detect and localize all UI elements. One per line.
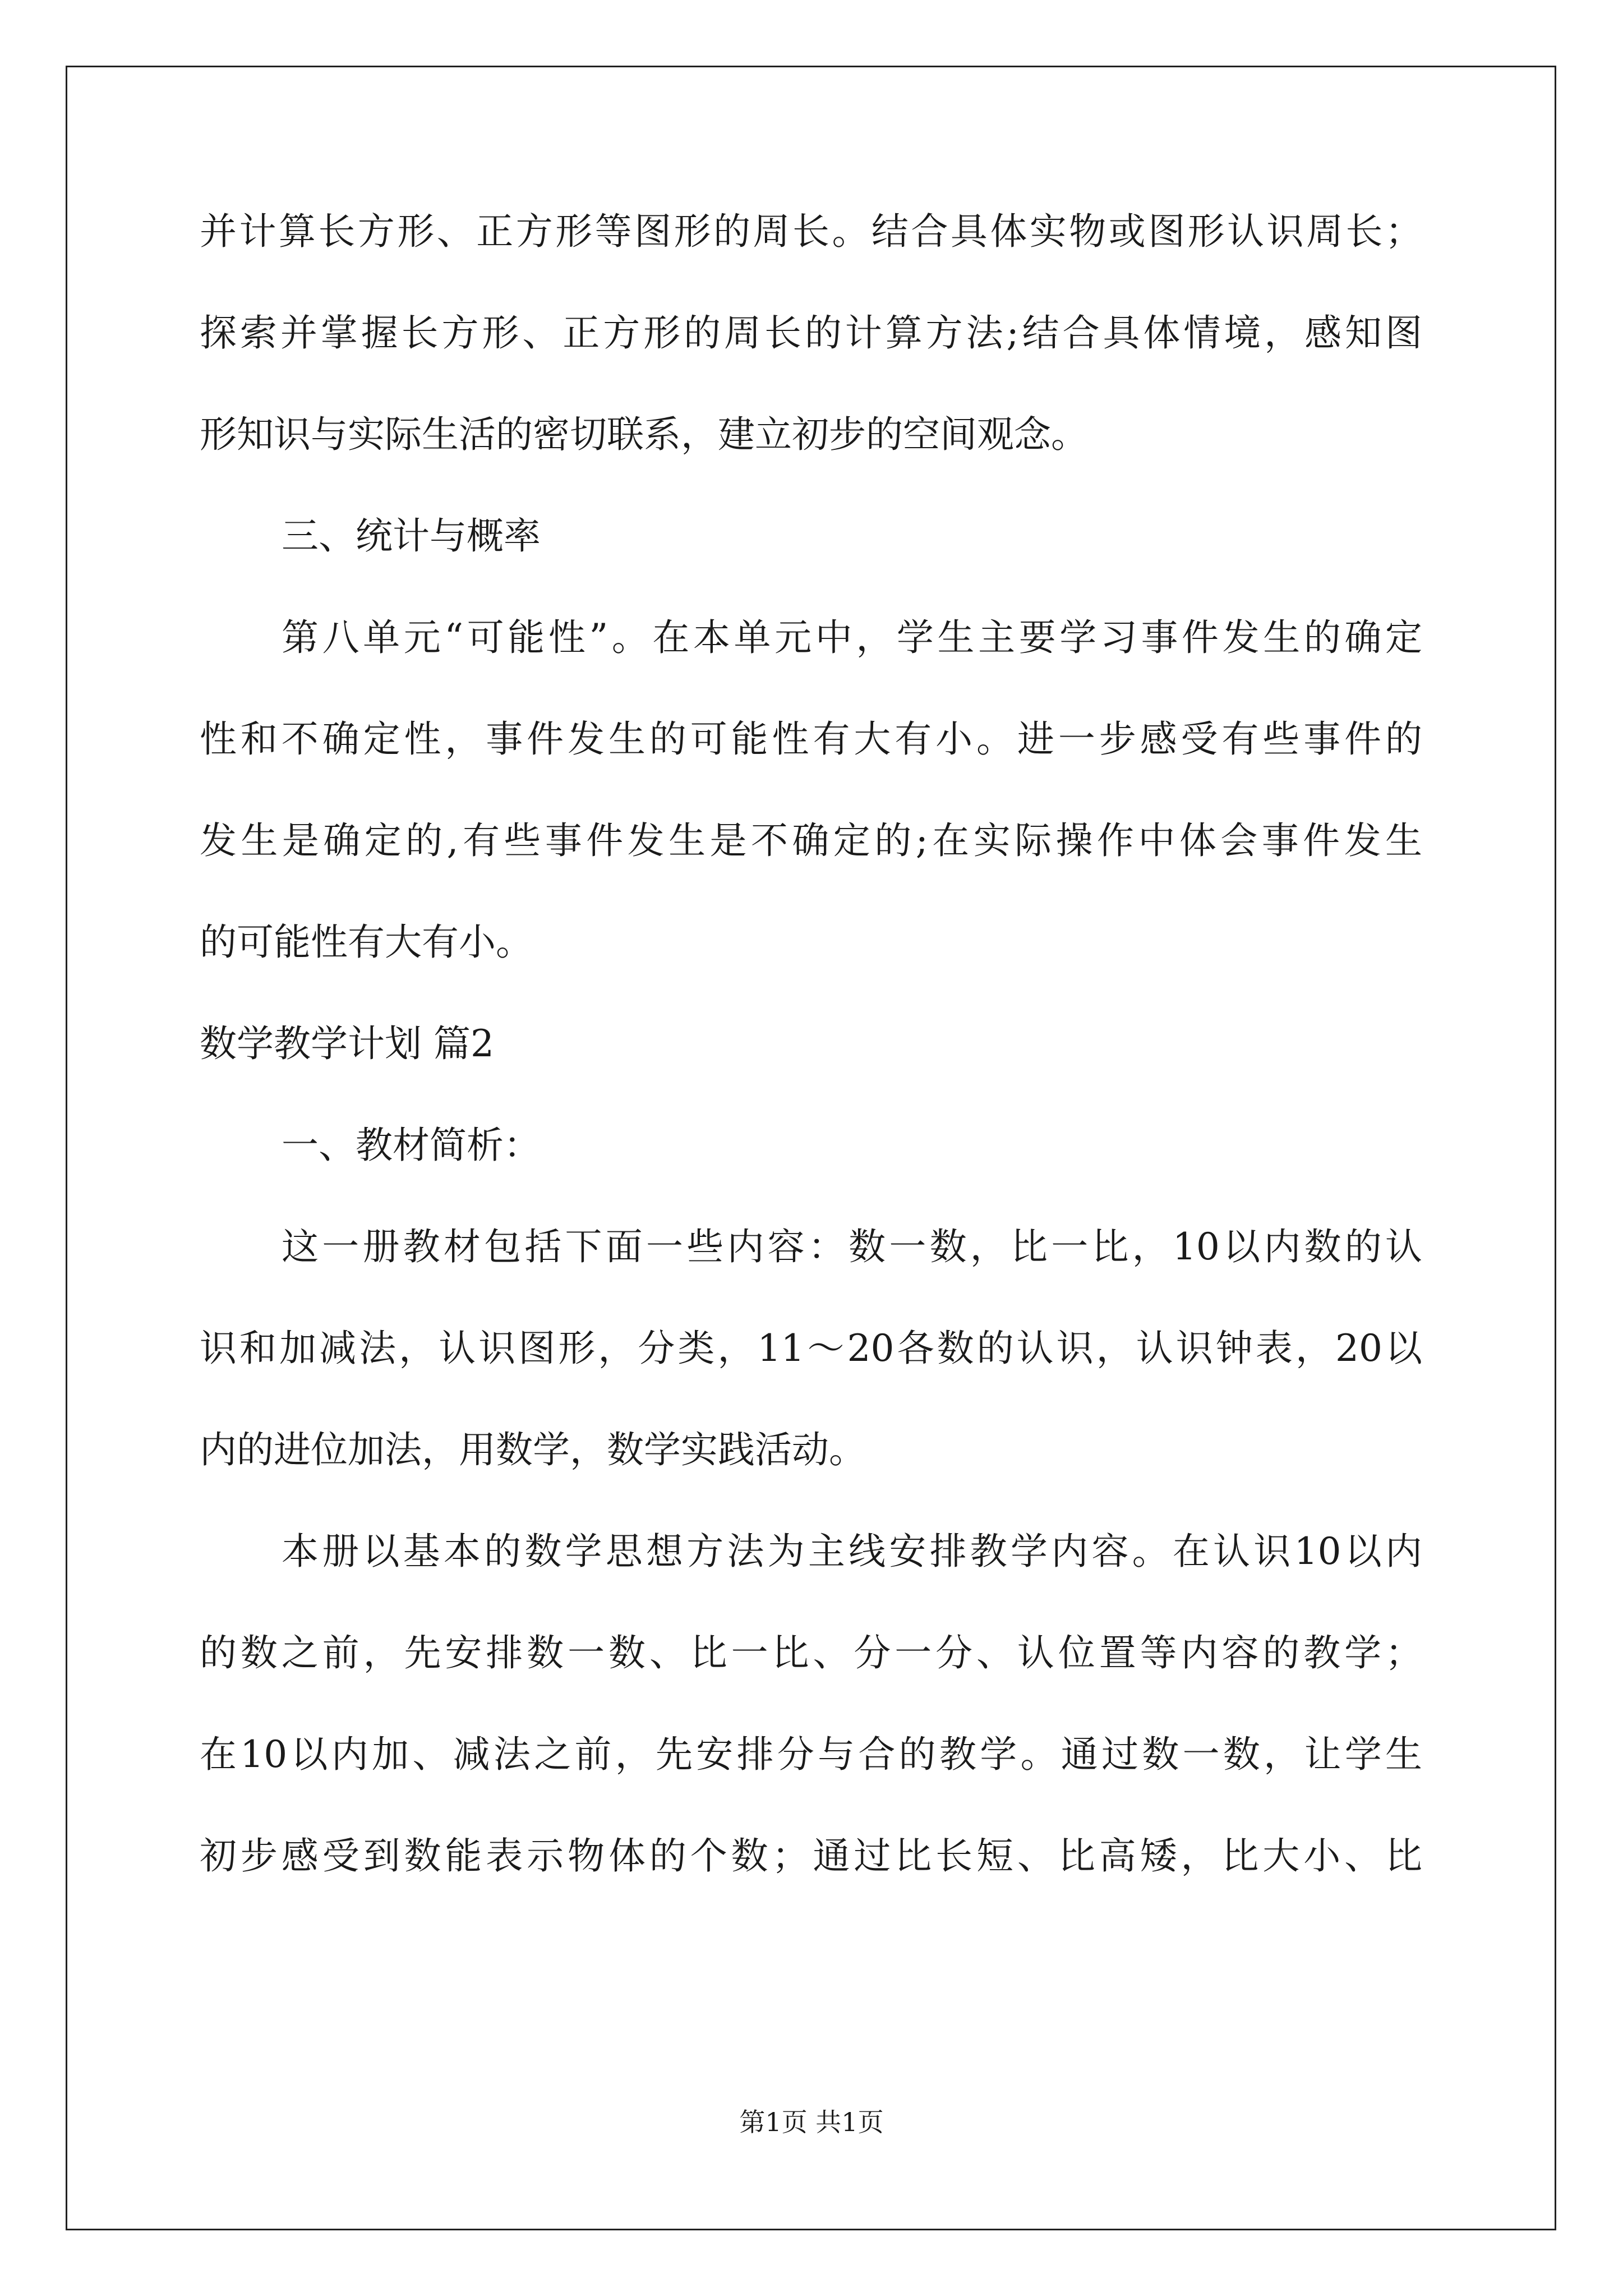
text-line: 并计算长方形、正方形等图形的周长。结合具体实物或图形认识周长； <box>200 210 1422 253</box>
document-body <box>200 210 1422 1939</box>
text-line: 内的进位加法，用数学，数学实践活动。 <box>200 1428 866 1471</box>
text-line: 形知识与实际生活的密切联系，建立初步的空间观念。 <box>200 413 1088 456</box>
text-line: 探索并掌握长方形、正方形的周长的计算方法;结合具体情境，感知图 <box>200 311 1422 355</box>
text-line: 发生是确定的,有些事件发生是不确定的;在实际操作中体会事件发生 <box>200 819 1422 862</box>
text-line: 性和不确定性，事件发生的可能性有大有小。进一步感受有些事件的 <box>200 717 1422 761</box>
section-heading: 一、教材简析： <box>282 1124 541 1167</box>
section-heading: 三、统计与概率 <box>282 514 541 558</box>
text-line: 的数之前，先安排数一数、比一比、分一分、认位置等内容的教学； <box>200 1631 1422 1674</box>
page-footer: 第1页 共1页 <box>739 2107 884 2137</box>
text-line: 在10以内加、减法之前，先安排分与合的教学。通过数一数，让学生 <box>200 1733 1422 1776</box>
text-line: 识和加减法，认识图形，分类，11～20各数的认识，认识钟表，20以 <box>200 1327 1422 1370</box>
chapter-title: 数学教学计划 篇2 <box>200 1022 494 1065</box>
text-line: 的可能性有大有小。 <box>200 921 533 964</box>
text-line: 这一册教材包括下面一些内容：数一数，比一比，10以内数的认 <box>282 1225 1422 1268</box>
text-line: 本册以基本的数学思想方法为主线安排教学内容。在认识10以内 <box>282 1530 1422 1573</box>
text-line: 初步感受到数能表示物体的个数；通过比长短、比高矮，比大小、比 <box>200 1834 1422 1878</box>
text-line: 第八单元“可能性”。在本单元中，学生主要学习事件发生的确定 <box>282 616 1422 659</box>
